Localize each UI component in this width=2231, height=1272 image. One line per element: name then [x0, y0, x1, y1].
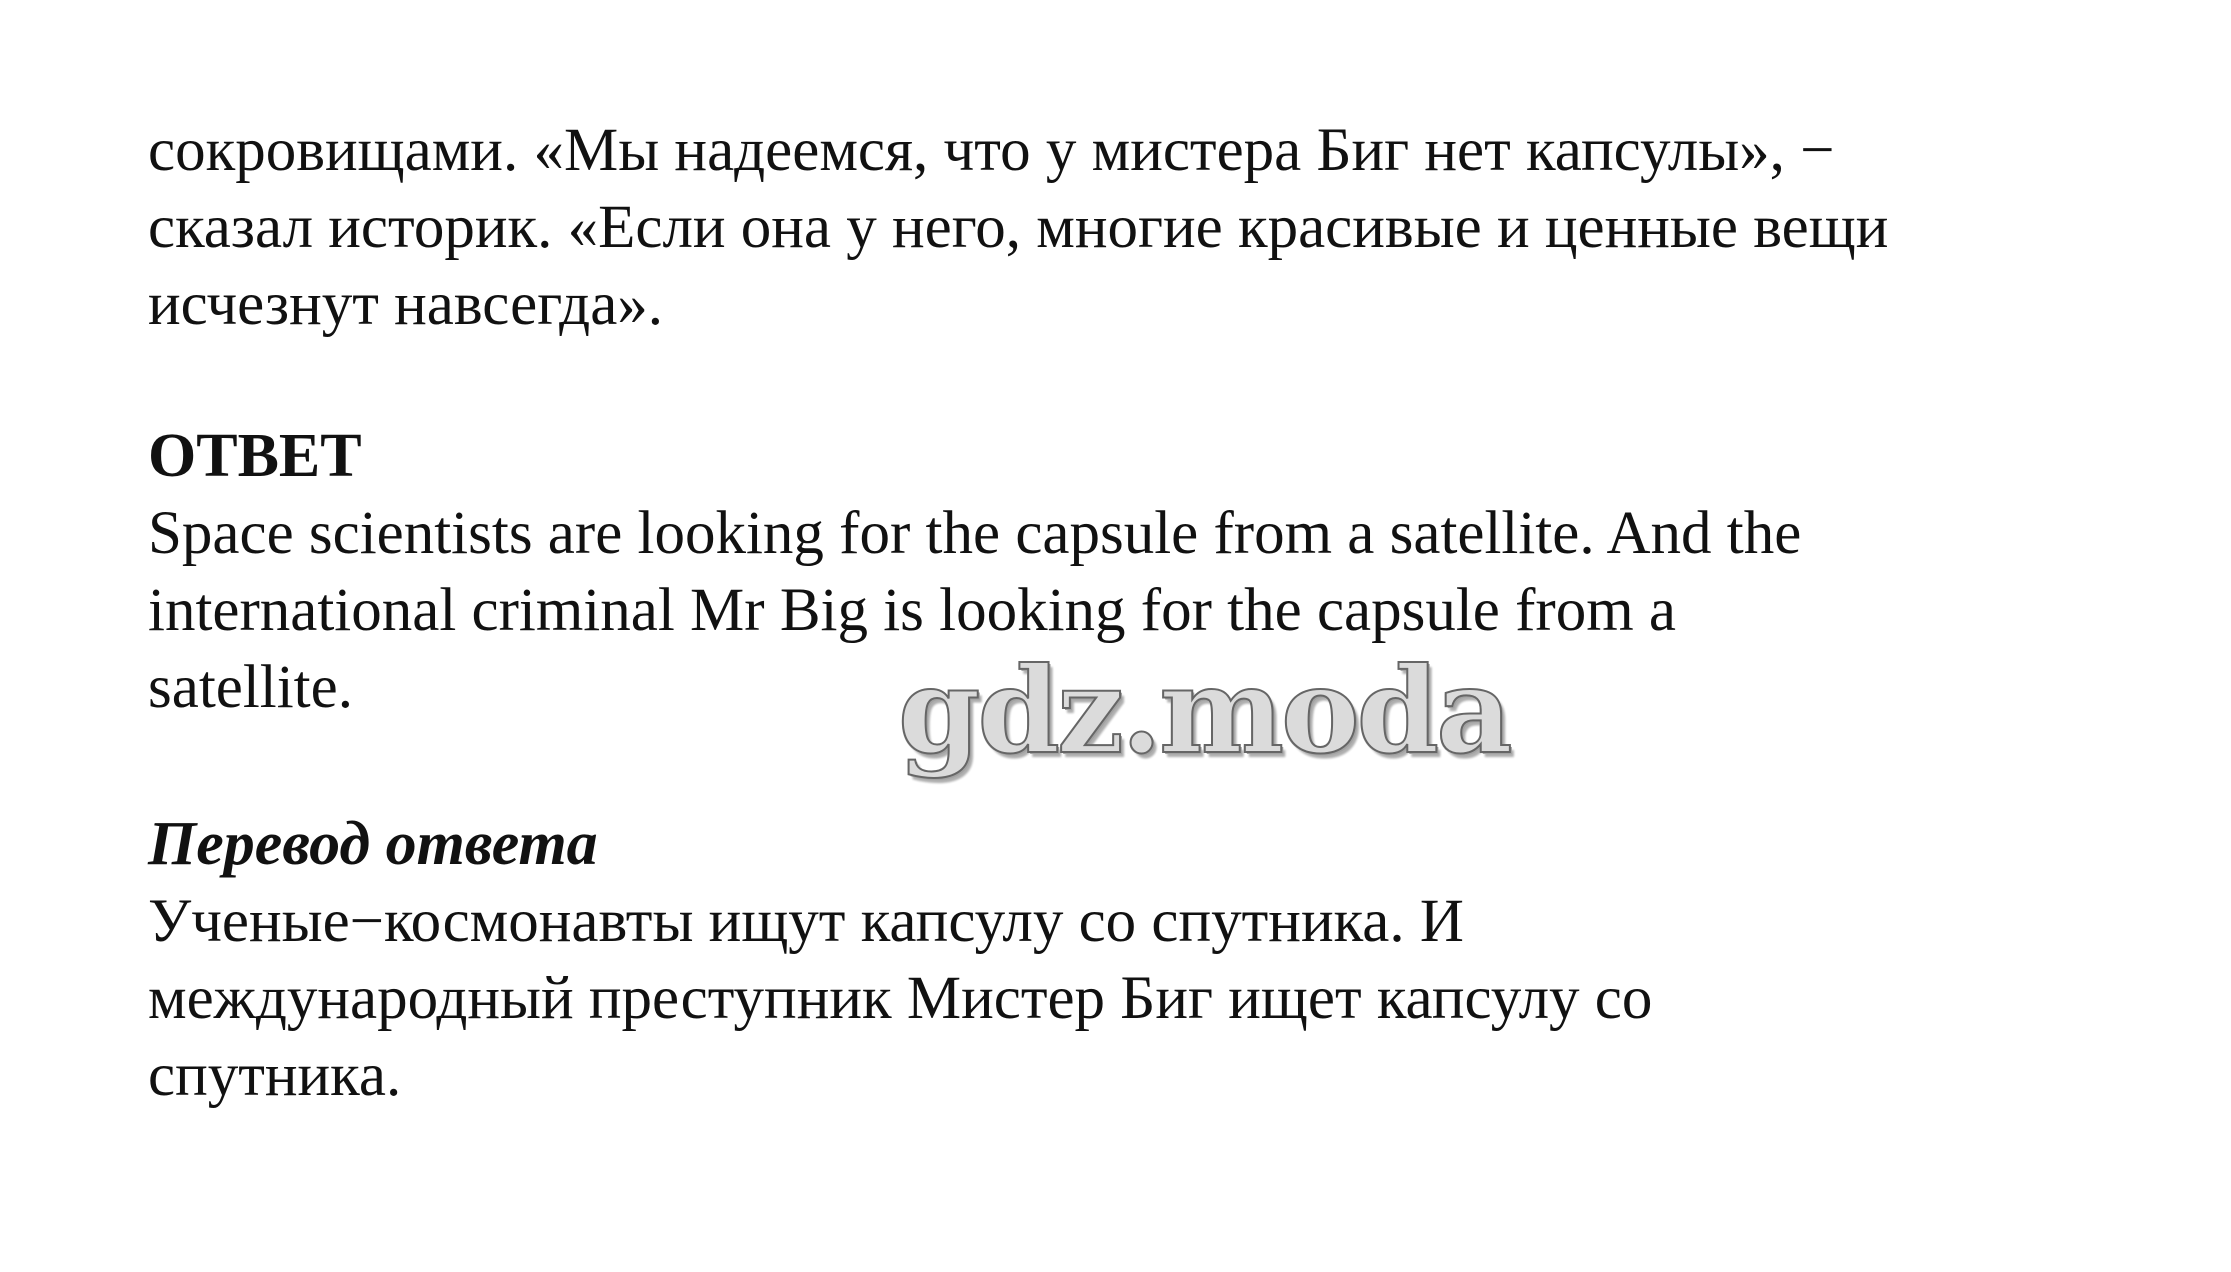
answer-heading: ОТВЕТ [148, 422, 362, 490]
translation-section [148, 806, 2168, 1114]
answer-line-1: Space scientists are looking for the capsule from a satellite. And the [148, 500, 1802, 567]
translation-line-1: Ученые−космонавты ищут капсулу со спутника. И [148, 888, 1464, 955]
intro-line-2: сказал историк. «Если она у него, многие красивые и ценные вещи [148, 194, 1889, 261]
translation-line-2: международный преступник Мистер Биг ищет капсулу со [148, 965, 1653, 1032]
answer-line-3: satellite. [148, 654, 353, 721]
translation-line-3: спутника. [148, 1042, 402, 1109]
intro-line-3: исчезнут навсегда». [148, 271, 664, 338]
intro-line-1: сокровищами. «Мы надеемся, что у мистера Биг нет капсулы», − [148, 117, 1835, 184]
watermark-logo: gdz.moda [898, 641, 1510, 780]
answer-line-2: international criminal Mr Big is looking for the capsule from a [148, 577, 1677, 644]
intro-paragraph [148, 112, 2168, 343]
translation-heading: Перевод ответа [148, 810, 598, 878]
